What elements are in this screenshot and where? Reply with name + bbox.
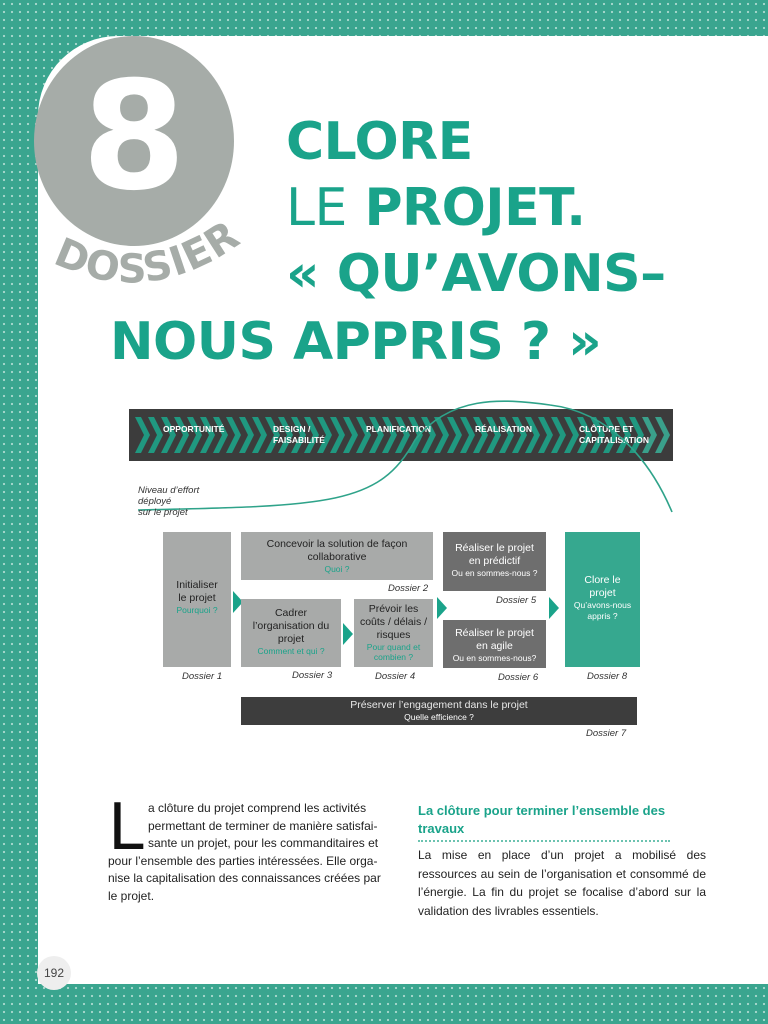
box-concevoir-question: Quoi ? [324,564,350,574]
box-prevoir-line-2: coûts / délais / [359,616,428,628]
chapter-label: DOSSIER [48,211,249,293]
phase-opportunite-label: OPPORTUNITÉ [163,424,225,434]
title-line-2-bold: PROJET. [364,178,586,238]
chevron-shape [382,417,397,453]
chevron-shape [148,417,163,453]
chevron-shape [525,417,540,453]
box-prevoir [354,599,433,667]
chevron-shape [174,417,189,453]
box-clore [565,532,640,667]
intro-line-1: a clôture du projet comprend les activités [148,801,367,815]
chevron-shape [343,417,358,453]
chevron-shape [499,417,514,453]
phase-opportunite [163,424,224,435]
page-number: 192 [37,956,71,990]
box-preserver [241,697,637,725]
box-agile-line-1: Réaliser le projet [455,627,534,639]
box-concevoir [241,532,433,580]
phase-design [273,424,325,446]
dossier-label-8: Dossier 8 [587,671,628,682]
chevron-shape [434,417,449,453]
dossier-label-1: Dossier 1 [182,671,223,682]
intro-line-3: sante un projet, pour les commanditaires et [148,836,379,850]
box-clore-question-1: Qu’avons-nous [573,600,632,610]
chevron-shape [408,417,423,453]
chevron-shape [538,417,553,453]
phase-realisation-label: RÉALISATION [475,424,532,434]
chevron-shape [421,417,436,453]
box-prevoir-line-3: risques [376,629,411,641]
chevron-shape [551,417,566,453]
effort-label-3: sur le projet [138,507,188,518]
intro-line-5: nise la capitalisation des connaissances créées par [108,871,381,885]
chevron-shape [226,417,241,453]
title-line-3: « QU’AVONS– [286,244,666,304]
chevron-shape [187,417,202,453]
dossier-label-6: Dossier 6 [498,672,539,683]
phase-cloture [579,424,649,446]
intro-paragraph [108,800,395,905]
box-cadrer-line-3: projet [277,633,305,645]
title-line-2-thin: LE [286,178,347,238]
box-agile [443,620,546,668]
box-initialiser [163,532,231,667]
chevron-shape [356,417,371,453]
box-predictif-line-2: en prédictif [468,555,521,567]
box-cadrer-line-2: l’organisation du [252,620,330,632]
box-initialiser-line-2: le projet [178,592,216,604]
phase-cloture-label-2: CAPITALISATION [579,435,650,445]
chevron-shape [161,417,176,453]
chevron-shape [512,417,527,453]
section-body: La mise en place d’un projet a mobilisé des ressources au sein de l’organisation et consommé de l’énergie. La fin du projet se focalise d’abord sur la validation des livrables essentiels. [418,848,706,918]
effort-label-1: Niveau d’effort [138,485,200,496]
box-clore-line-2: projet [589,587,616,599]
box-clore-question-2: appris ? [587,611,618,621]
phase-planification-label: PLANIFICATION [366,424,432,434]
arrow-right-2 [343,623,353,645]
dossier-label-5: Dossier 5 [496,595,537,606]
box-predictif-question: Ou en sommes-nous ? [451,568,538,578]
title-line-1: CLORE [286,112,473,172]
chevron-shape [213,417,228,453]
title-line-4: NOUS APPRIS ? » [110,312,602,372]
chevron-shape [460,417,475,453]
box-clore-line-1: Clore le [584,574,621,586]
box-predictif-line-1: Réaliser le projet [455,542,534,554]
phase-design-label-2: FAISABILITÉ [273,435,325,445]
chevron-shape [252,417,267,453]
box-concevoir-line-2: collaborative [307,551,367,563]
box-cadrer [241,599,341,667]
box-agile-line-2: en agile [476,640,513,652]
box-cadrer-line-1: Cadrer [274,607,308,619]
title-line-2 [286,178,586,238]
chevron-shape [486,417,501,453]
chevron-shape [447,417,462,453]
intro-line-6: le projet. [108,888,155,903]
phase-cloture-label-1: CLÔTURE ET [579,424,634,434]
chevron-shape [330,417,345,453]
chevron-shape [473,417,488,453]
arrow-right-4 [549,597,559,619]
box-prevoir-question-2: combien ? [373,652,414,662]
box-preserver-line-1: Préserver l’engagement dans le projet [350,699,528,711]
chapter-number: 8 [81,50,187,224]
box-initialiser-line-1: Initialiser [176,579,218,591]
chevron-shape [655,417,670,453]
chevron-shape [564,417,579,453]
dossier-label-4: Dossier 4 [375,671,416,682]
box-cadrer-question: Comment et qui ? [257,646,325,656]
phase-bar [129,409,673,461]
effort-label [138,485,238,518]
arrow-right-3 [437,597,447,619]
effort-label-2: déployé [138,496,172,507]
intro-line-2: permettant de terminer de manière satisfai- [148,818,378,833]
chevron-shape [135,417,150,453]
section-heading: La clôture pour terminer l’ensemble des travaux [418,802,670,842]
box-concevoir-line-1: Concevoir la solution de façon [266,538,408,550]
chevron-shape [200,417,215,453]
drop-cap: L [108,791,144,865]
box-prevoir-line-1: Prévoir les [368,603,419,615]
box-initialiser-question: Pourquoi ? [176,605,218,615]
phase-realisation [475,424,532,435]
chevron-shape [395,417,410,453]
chevron-shape [239,417,254,453]
svg-text:DOSSIER [48,212,248,293]
box-predictif [443,532,546,591]
chevron-shape [369,417,384,453]
dossier-label-2: Dossier 2 [388,583,429,594]
box-agile-question: Ou en sommes-nous? [452,653,537,663]
phase-planification [366,424,431,435]
chapter-label-arc [0,0,300,320]
box-preserver-question: Quelle efficience ? [404,712,474,722]
dossier-label-7: Dossier 7 [586,728,627,739]
intro-line-4: pour l’ensemble des parties intéressées. Elle orga- [108,853,378,868]
box-prevoir-question-1: Pour quand et [366,642,421,652]
phase-design-label-1: DESIGN / [273,424,311,434]
dossier-label-3: Dossier 3 [292,670,333,681]
